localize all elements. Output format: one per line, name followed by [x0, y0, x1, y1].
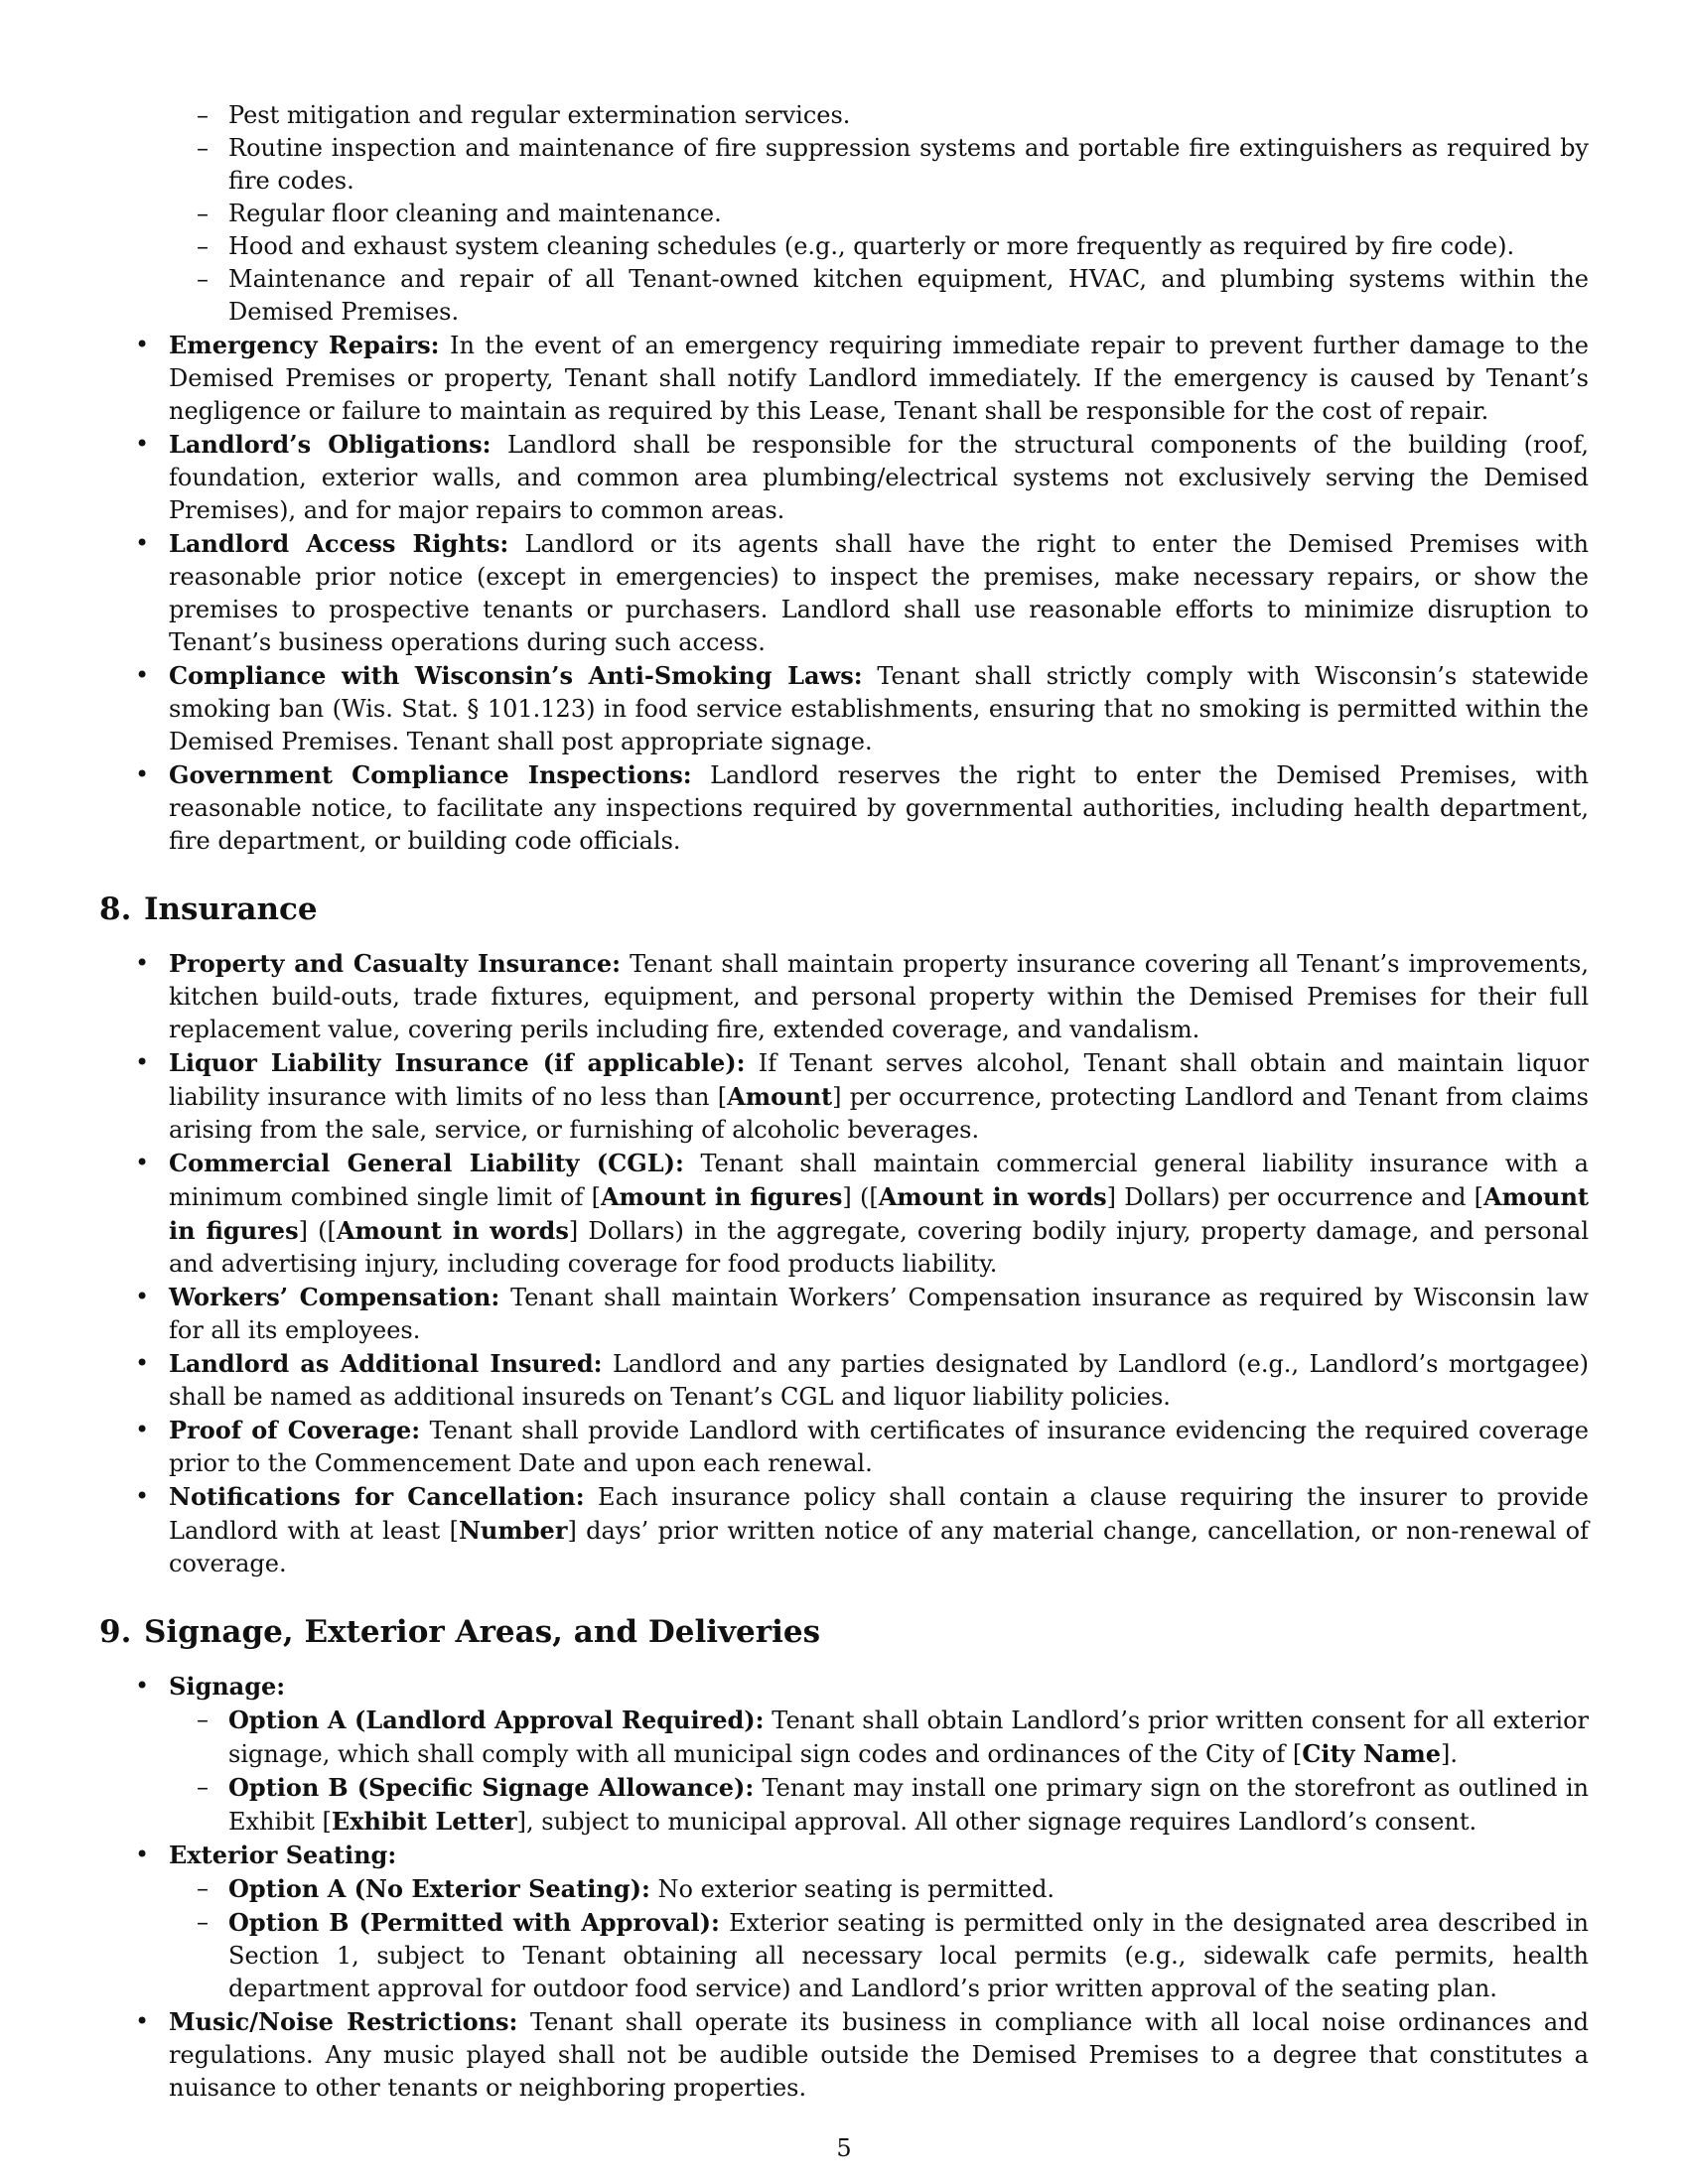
list-item-workers-comp: • Workers’ Compensation: Tenant shall maintain Workers’ Compensation insurance as required by Wisconsin law for all its employees. [135, 1283, 1590, 1344]
section-heading-signage [99, 1612, 1589, 1652]
list-item-property-insurance: • Property and Casualty Insurance: Tenant shall maintain property insurance covering all Tenant’s improvements, kitchen build-outs, trade fixtures, equipment, and personal property within the Demised Premises for their full replacement value, covering perils including fire, extended coverage, and vandalism. [135, 949, 1589, 1043]
dash-marker: – [197, 265, 209, 293]
section-heading-insurance [99, 889, 1589, 929]
placeholder: City Name [1302, 1739, 1441, 1768]
bullet-marker: • [135, 1349, 150, 1377]
bullet-marker: • [135, 1416, 150, 1443]
dash-marker: – [197, 134, 209, 162]
dash-marker: – [197, 200, 209, 227]
document-page [99, 99, 1589, 2105]
section-number: 8. [99, 891, 132, 927]
bullet-marker: • [135, 760, 150, 788]
list-item-anti-smoking: • Compliance with Wisconsin’s Anti-Smoking Laws: Tenant shall strictly comply with Wisconsin’s statewide smoking ban (Wis. Stat. § 101.123) in food service establishments, ensuring that no smoking is permitted within the Demised Premises. Tenant shall post appropriate signage. [135, 661, 1589, 755]
section-number: 9. [99, 1614, 132, 1650]
list-subitem: – Maintenance and repair of all Tenant-owned kitchen equipment, HVAC, and plumbing systems within the Demised Premises. [197, 265, 1589, 326]
list-item-proof-coverage: • Proof of Coverage: Tenant shall provide Landlord with certificates of insurance evidencing the required coverage prior to the Commencement Date and upon each renewal. [135, 1416, 1589, 1477]
section-title: Signage, Exterior Areas, and Deliveries [144, 1614, 821, 1650]
page-number: 5 [836, 2134, 852, 2162]
list-subitem: – Routine inspection and maintenance of fire suppression systems and portable fire extinguishers as required by fire codes. [197, 134, 1589, 195]
placeholder: Amount [727, 1082, 833, 1111]
list-item-cancellation: • Notifications for Cancellation: Each insurance policy shall contain a clause requiring the insurer to provide Landlord with at least [Number] days’ prior written notice of any material change, cancellation, or non-renewal of coverage. [135, 1482, 1589, 1577]
section-title: Insurance [144, 891, 318, 927]
bullet-marker: • [135, 1283, 150, 1310]
placeholder: Amount in words [878, 1182, 1107, 1211]
list-item-cgl: • Commercial General Liability (CGL): Tenant shall maintain commercial general liability insurance with a minimum combined single limit of [Amount in figures] ([Amount in words] Dollars) per occurrence and [Amount in figures] ([Amount in words] Dollars) in the aggregate, covering bodily injury, property damage, and personal and advertising injury, including coverage for food products liability. [135, 1149, 1590, 1278]
list-item-landlord-obligations: • Landlord’s Obligations: Landlord shall be responsible for the structural components of the building (roof, foundation, exterior walls, and common area plumbing/electrical systems not exclusively serving the Demised Premises), and for major repairs to common areas. [135, 430, 1589, 524]
list-item-music-noise: • Music/Noise Restrictions: Tenant shall operate its business in compliance with all local noise ordinances and regulations. Any music played shall not be audible outside the Demised Premises to a degree that constitutes a nuisance to other tenants or neighboring properties. [135, 2007, 1589, 2102]
bullet-marker: • [135, 1672, 150, 1700]
placeholder: Amount in figures [169, 1182, 1589, 1245]
bullet-marker: • [135, 1482, 150, 1510]
list-item-additional-insured: • Landlord as Additional Insured: Landlord and any parties designated by Landlord (e.g., Landlord’s mortgagee) shall be named as additional insureds on Tenant’s CGL and liquor liability policies. [135, 1349, 1590, 1411]
list-subitem: – Regular floor cleaning and maintenance. [99, 198, 1589, 230]
bullet-marker: • [135, 949, 150, 977]
bullet-marker: • [135, 1149, 150, 1176]
list-item-liquor-liability: • Liquor Liability Insurance (if applicable): If Tenant serves alcohol, Tenant shall obtain and maintain liquor liability insurance with limits of no less than [Amount] per occurrence, protecting Landlord and Tenant from claims arising from the sale, service, or furnishing of alcoholic beverages. [135, 1048, 1589, 1144]
bullet-marker: • [135, 529, 150, 557]
placeholder: Amount in figures [600, 1182, 843, 1211]
bullet-marker: • [135, 331, 150, 358]
bullet-marker: • [135, 2007, 150, 2035]
list-item-emergency-repairs: • Emergency Repairs: In the event of an emergency requiring immediate repair to prevent further damage to the Demised Premises or property, Tenant shall notify Landlord immediately. If the emergency is caused by Tenant’s negligence or failure to maintain as required by this Lease, Tenant shall be responsible for the cost of repair. [135, 331, 1589, 425]
dash-marker: – [197, 1773, 209, 1801]
dash-marker: – [197, 1874, 209, 1902]
placeholder: Number [458, 1516, 568, 1545]
list-item-exterior-seating: • Exterior Seating: [135, 1841, 397, 1869]
dash-marker: – [197, 232, 209, 260]
dash-marker: – [197, 101, 209, 129]
bullet-marker: • [135, 430, 150, 458]
list-subitem-signage-option-b: – Option B (Specific Signage Allowance): Tenant may install one primary sign on the storefront as outlined in Exhibit [Exhibit Letter], subject to municipal approval. All other signage requires Landlord’s consent. [197, 1773, 1589, 1836]
placeholder: Exhibit Letter [331, 1807, 517, 1836]
placeholder: Amount in words [336, 1216, 569, 1245]
list-item-compliance-inspections: • Government Compliance Inspections: Landlord reserves the right to enter the Demised Premises, with reasonable notice, to facilitate any inspections required by governmental authorities, including health department, fire department, or building code officials. [135, 760, 1589, 855]
list-subitem-signage-option-a: – Option A (Landlord Approval Required): Tenant shall obtain Landlord’s prior written consent for all exterior signage, which shall comply with all municipal sign codes and ordinances of the City of [City Name]. [197, 1706, 1590, 1768]
list-subitem-seating-option-a: – Option A (No Exterior Seating): No exterior seating is permitted. [197, 1874, 1055, 1903]
dash-marker: – [197, 1706, 209, 1733]
list-item-signage: • Signage: [135, 1672, 286, 1701]
bullet-marker: • [135, 1048, 150, 1076]
list-item-landlord-access: • Landlord Access Rights: Landlord or its agents shall have the right to enter the Demised Premises with reasonable prior notice (except in emergencies) to inspect the premises, make necessary repairs, or show the premises to prospective tenants or purchasers. Landlord shall use reasonable efforts to minimize disruption to Tenant’s business operations during such access. [135, 529, 1589, 656]
bullet-marker: • [135, 661, 150, 689]
list-subitem: – Pest mitigation and regular extermination services. [99, 99, 1589, 132]
list-subitem-seating-option-b: – Option B (Permitted with Approval): Exterior seating is permitted only in the designated area described in Section 1, subject to Tenant obtaining all necessary local permits (e.g., sidewalk cafe permits, health department approval for outdoor food service) and Landlord’s prior written approval of the seating plan. [197, 1908, 1589, 2002]
bullet-marker: • [135, 1841, 150, 1868]
list-subitem: – Hood and exhaust system cleaning schedules (e.g., quarterly or more frequently as required by fire code). [99, 230, 1589, 263]
dash-marker: – [197, 1908, 209, 1936]
